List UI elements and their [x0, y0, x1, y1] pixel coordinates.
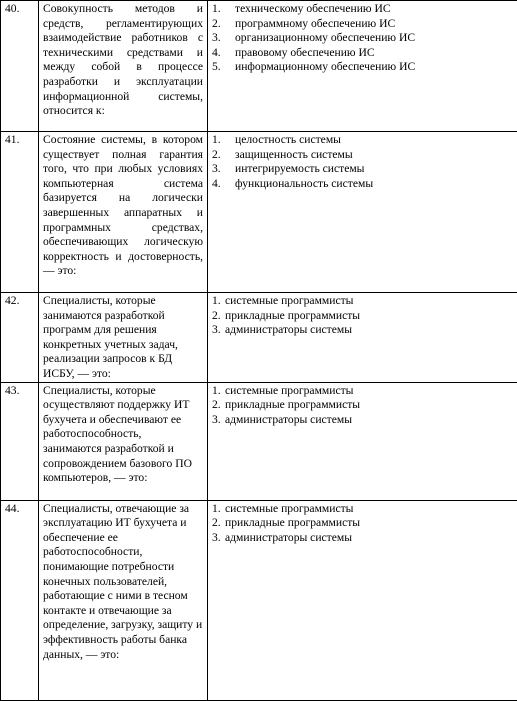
option-item: 2. защищенность системы	[212, 148, 513, 163]
question-number: 40.	[1, 1, 39, 132]
answer-options	[208, 1, 517, 132]
option-item: 2. прикладные программисты	[212, 309, 513, 324]
option-item: 3. администраторы системы	[212, 531, 513, 546]
question-row	[1, 382, 517, 500]
question-text: Специалисты, которые осуществляют поддержку ИТ бухучета и обеспечивают ее работоспособность, занимаются разработкой и сопровождением базового ПО компьютеров, — это:	[39, 382, 208, 500]
question-row	[1, 1, 517, 132]
question-text: Специалисты, которые занимаются разработкой программ для решения конкретных учетных задач, реализации запросов к БД ИСБУ, — это:	[39, 293, 208, 383]
question-number: 42.	[1, 293, 39, 383]
option-item: 2. прикладные программисты	[212, 398, 513, 413]
question-number: 44.	[1, 500, 39, 700]
answer-options	[208, 382, 517, 500]
option-item: 1. системные программисты	[212, 502, 513, 517]
option-item: 2. программному обеспечению ИС	[212, 17, 513, 32]
question-text: Совокупность методов и средств, регламентирующих взаимодействие работников с техническими средствами и между собой в процессе разработки и эксплуатации информационной системы, относится к:	[39, 1, 208, 132]
question-text: Специалисты, отвечающие за эксплуатацию ИТ бухучета и обеспечение ее работоспособности, понимающие потребности конечных пользователей, работающие с ними в тесном контакте и отвечающие за определение, загрузку, защиту и эффективность работы банка данных, — это:	[39, 500, 208, 700]
option-item: 4. функциональность системы	[212, 177, 513, 192]
question-row	[1, 500, 517, 700]
option-item: 1. системные программисты	[212, 294, 513, 309]
option-item: 3. администраторы системы	[212, 413, 513, 428]
option-item: 2. прикладные программисты	[212, 516, 513, 531]
question-row	[1, 293, 517, 383]
answer-options	[208, 500, 517, 700]
answer-options	[208, 293, 517, 383]
option-item: 1. целостность системы	[212, 133, 513, 148]
question-text: Состояние системы, в котором существует полная гарантия того, что при любых условиях компьютерная система базируется на логически завершенных аппаратных и программных средствах, обеспечивающих логическую корректность и достоверность, — это:	[39, 132, 208, 293]
question-number: 41.	[1, 132, 39, 293]
question-row	[1, 132, 517, 293]
answer-options	[208, 132, 517, 293]
option-item: 1. системные программисты	[212, 384, 513, 399]
option-item: 3. интегрируемость системы	[212, 162, 513, 177]
option-item: 3. организационному обеспечению ИС	[212, 31, 513, 46]
option-item: 1. техническому обеспечению ИС	[212, 2, 513, 17]
option-item: 5. информационному обеспечению ИС	[212, 60, 513, 75]
option-item: 4. правовому обеспечению ИС	[212, 46, 513, 61]
question-number: 43.	[1, 382, 39, 500]
option-item: 3. администраторы системы	[212, 323, 513, 338]
